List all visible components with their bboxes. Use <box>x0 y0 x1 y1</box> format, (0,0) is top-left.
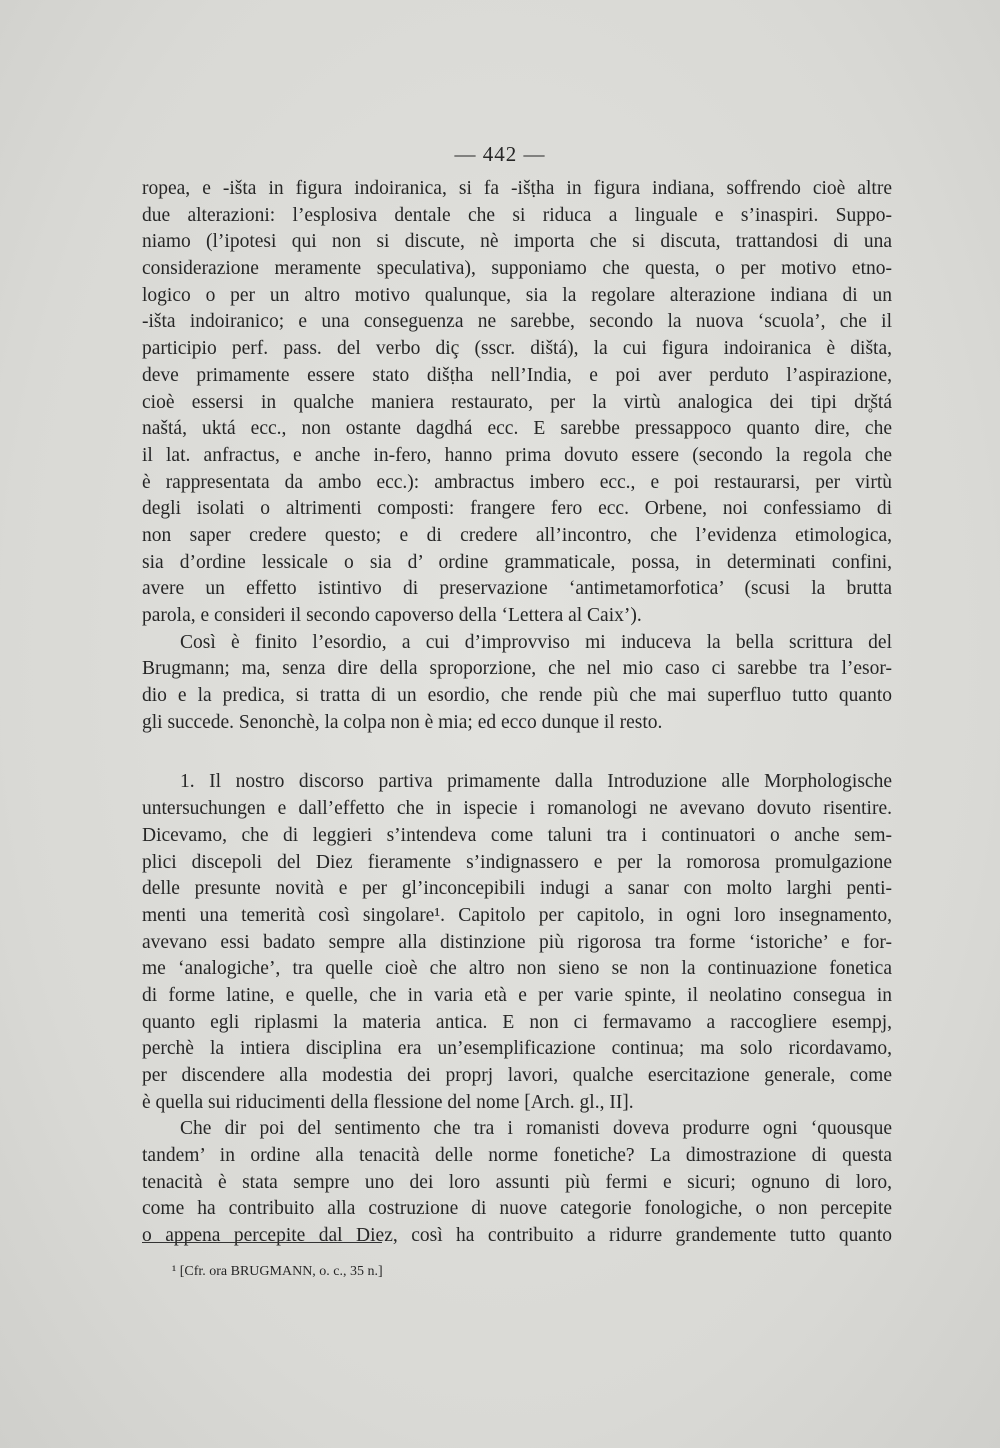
text-line: plici discepoli del Diez fieramente s’indignassero e per la romorosa promulgazione <box>142 851 892 873</box>
text-line: tenacità è stata sempre uno dei loro assunti più fermi e sicuri; ognuno di loro, <box>142 1171 892 1193</box>
text-line: parola, e consideri il secondo capoverso della ‘Lettera al Caix’). <box>142 605 642 626</box>
paragraph <box>142 1116 892 1249</box>
text-line: Brugmann; ma, senza dire della sproporzione, che nel mio caso ci sarebbe tra l’esor- <box>142 658 892 680</box>
text-line: delle presunte novità e per gl’inconcepibili indugi a sanar con molto larghi penti- <box>142 878 892 900</box>
paragraph <box>142 769 892 1116</box>
text-line: avere un effetto istintivo di preservazione ‘antimetamorfotica’ (scusi la brutta <box>142 578 892 600</box>
text-line: untersuchungen e dall’effetto che in ispecie i romanologi ne avevano dovuto risentire. <box>142 798 892 820</box>
text-line: è quella sui riducimenti della flessione del nome [Arch. gl., II]. <box>142 1091 634 1113</box>
text-line: deve primamente essere stato dišṭha nell’India, e poi aver perduto l’aspirazione, <box>142 364 892 386</box>
footnote: ¹ [Cfr. ora BRUGMANN, o. c., 35 n.] <box>172 1264 383 1279</box>
text-line: due alterazioni: l’esplosiva dentale che si riduca a linguale e s’inaspiri. Suppo- <box>142 204 892 226</box>
text-line: me ‘analogiche’, tra quelle cioè che altro non sieno se non la continuazione fonetica <box>142 958 892 980</box>
text-line: ropea, e -išta in figura indoiranica, si fa -išṭha in figura indiana, soffrendo cioè altre <box>142 178 892 199</box>
text-line: o appena percepite dal Diez, così ha contribuito a ridurre grandemente tutto quanto <box>142 1225 892 1247</box>
text-line: di forme latine, e quelle, che in varia età e per varie spinte, il neolatino consegua in <box>142 984 892 1006</box>
text-line: menti una temerità così singolare¹. Capitolo per capitolo, in ogni loro insegnamento, <box>142 904 892 926</box>
text-line: Così è finito l’esordio, a cui d’improvviso mi induceva la bella scrittura del <box>180 631 892 653</box>
text-line: niamo (l’ipotesi qui non si discute, nè importa che si discuta, trattandosi di una <box>142 231 892 253</box>
text-line: quanto egli riplasmi la materia antica. E non ci fermavamo a raccogliere esempj, <box>142 1011 892 1033</box>
text-line: -išta indoiranico; e una conseguenza ne sarebbe, secondo la nuova ‘scuola’, che il <box>142 311 892 333</box>
footnote-divider <box>142 1242 382 1243</box>
paragraph <box>142 630 892 737</box>
section-gap <box>142 736 892 769</box>
text-line: il lat. anfractus, e anche in-fero, hanno prima dovuto essere (secondo la regola che <box>142 444 892 466</box>
main-text <box>142 176 892 1250</box>
text-line: perchè la intiera disciplina era un’esemplificazione continua; ma solo ricordavamo, <box>142 1038 892 1060</box>
text-line: dio e la predica, si tratta di un esordio, che rende più che mai superfluo tutto quanto <box>142 685 892 707</box>
text-line: participio perf. pass. del verbo diç (sscr. dištá), la cui figura indoiranica è dišta, <box>142 338 892 360</box>
page-number: — 442 — <box>454 142 546 166</box>
text-line: per discendere alla modestia dei proprj lavori, qualche esercitazione generale, come <box>142 1065 892 1086</box>
text-line: degli isolati o altrimenti composti: frangere fero ecc. Orbene, noi confessiamo di <box>142 498 892 520</box>
text-line: sia d’ordine lessicale o sia d’ ordine grammaticale, possa, in determinati confini, <box>142 551 892 573</box>
text-line: tandem’ in ordine alla tenacità delle norme fonetiche? La dimostrazione di questa <box>142 1145 892 1167</box>
text-line: naštá, uktá ecc., non ostante dagdhá ecc. E sarebbe pressappoco quanto dire, che <box>142 418 892 440</box>
text-line: logico o per un altro motivo qualunque, sia la regolare alterazione indiana di un <box>142 284 892 306</box>
text-line: non saper credere questo; e di credere all’incontro, che l’evidenza etimologica, <box>142 524 892 546</box>
text-line: come ha contribuito alla costruzione di nuove categorie fonologiche, o non percepite <box>142 1198 892 1220</box>
text-line: avevano essi badato sempre alla distinzione più rigorosa tra forme ‘istoriche’ e for- <box>142 931 892 953</box>
text-line: Che dir poi del sentimento che tra i romanisti doveva produrre ogni ‘quousque <box>180 1118 892 1140</box>
text-line: Dicevamo, che di leggieri s’intendeva come taluni tra i continuatori o anche sem- <box>142 824 892 846</box>
paragraph <box>142 176 892 630</box>
text-line: 1. Il nostro discorso partiva primamente dalla Introduzione alle Morphologische <box>180 771 892 793</box>
text-line: considerazione meramente speculativa), supponiamo che questa, o per motivo etno- <box>142 258 892 280</box>
text-line: gli succede. Senonchè, la colpa non è mia; ed ecco dunque il resto. <box>142 711 663 733</box>
text-line: è rappresentata da ambo ecc.): ambractus imbero ecc., e poi restaurarsi, per virtù <box>142 471 892 493</box>
text-line: cioè essersi in qualche maniera restaurato, per la virtù analogica dei tipi dr̥štá <box>142 391 892 413</box>
